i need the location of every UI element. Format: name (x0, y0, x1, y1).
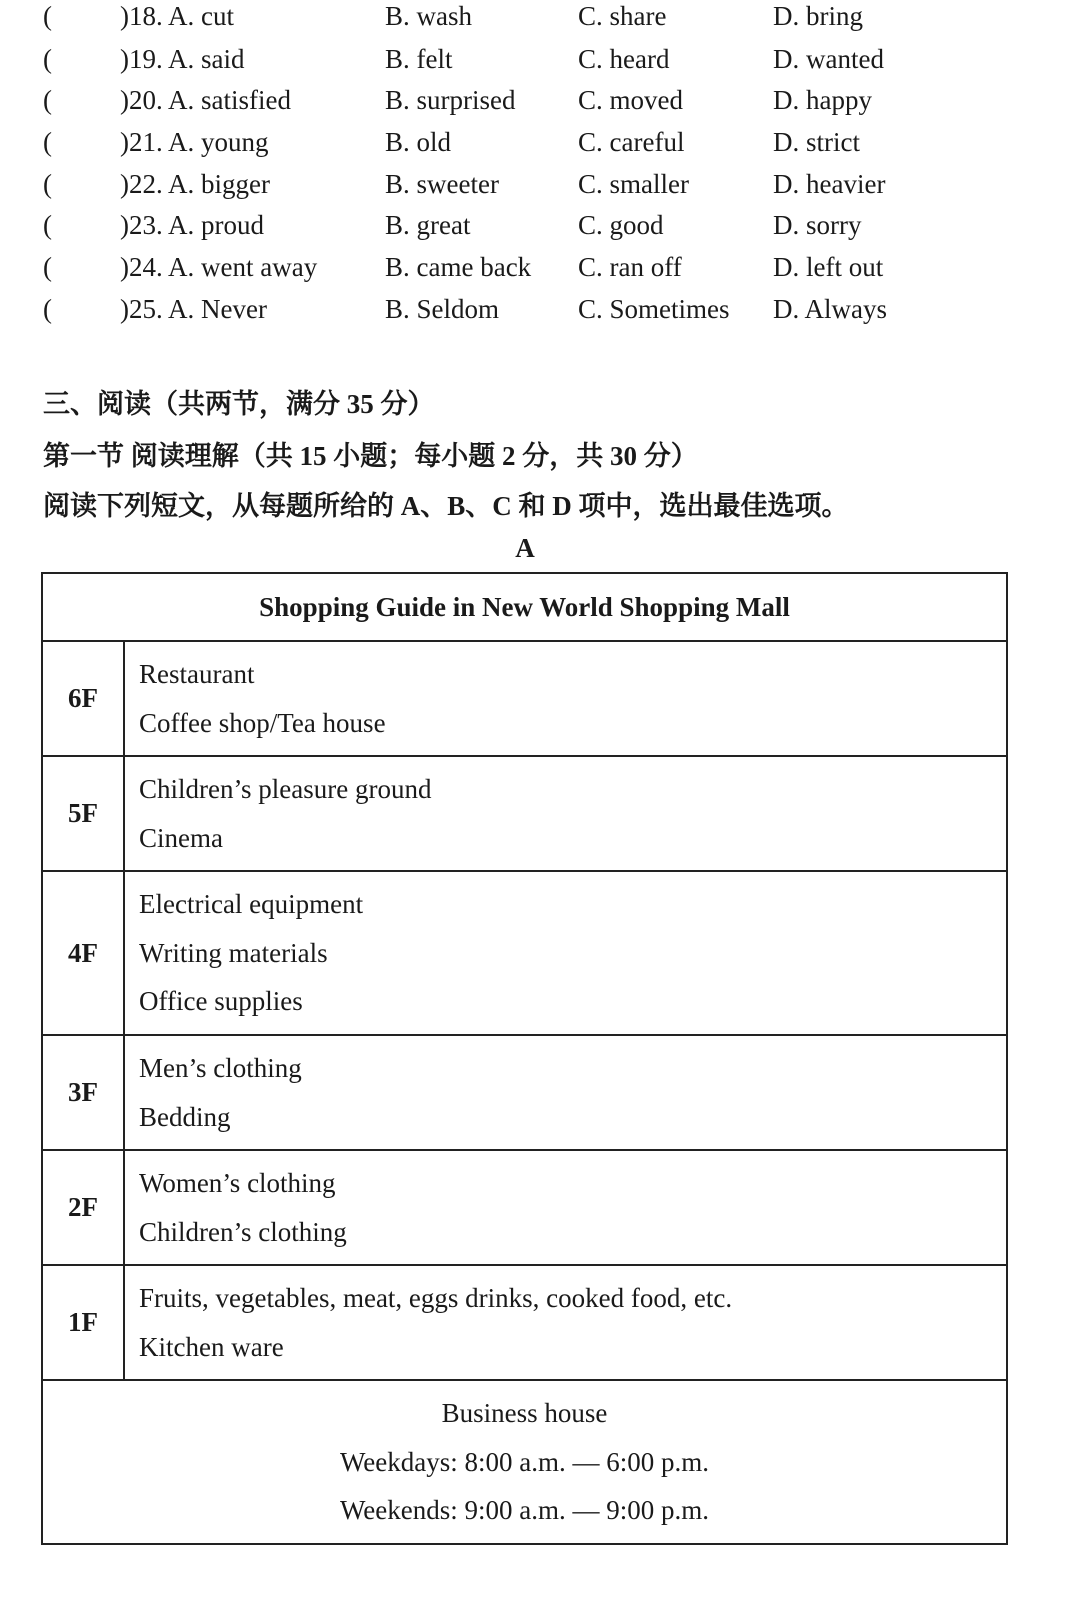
floor-items (124, 871, 1007, 1035)
option-a: A. young (168, 127, 269, 158)
guide-title: Shopping Guide in New World Shopping Mall (42, 573, 1007, 641)
floor-item: Coffee shop/Tea house (139, 707, 386, 738)
shopping-guide-table (41, 572, 1008, 1545)
section-subtitle: 第一节 阅读理解（共 15 小题；每小题 2 分，共 30 分） (43, 441, 698, 471)
floor-item: Kitchen ware (139, 1331, 284, 1362)
floor-item: Men’s clothing (139, 1053, 302, 1083)
answer-blank: ( (43, 293, 52, 324)
question-number: )25. (120, 293, 169, 324)
answer-blank: ( (43, 43, 52, 74)
option-b: B. great (385, 210, 471, 241)
floor-items (124, 1265, 1007, 1380)
hours-row (42, 1380, 1007, 1544)
floor-label: 3F (42, 1035, 124, 1150)
option-b: B. sweeter (385, 168, 499, 199)
floor-row (42, 1150, 1007, 1265)
floor-item: Bedding (139, 1101, 231, 1132)
floor-row (42, 871, 1007, 1035)
floor-item: Electrical equipment (139, 889, 364, 920)
question-number-and-option-a (120, 85, 291, 116)
floor-items (124, 756, 1007, 871)
option-a: A. bigger (168, 168, 270, 199)
option-a: A. went away (168, 252, 318, 283)
option-b: B. Seldom (385, 293, 500, 324)
option-d: D. wanted (773, 43, 884, 74)
option-c: C. ran off (578, 252, 682, 283)
floor-label: 2F (42, 1150, 124, 1265)
option-a: A. satisfied (168, 85, 291, 116)
weekend-hours: Weekends: 9:00 a.m. — 9:00 p.m. (339, 1495, 710, 1526)
question-number-and-option-a (120, 127, 269, 158)
option-b: B. felt (385, 43, 453, 74)
option-c: C. smaller (578, 168, 689, 199)
option-b: B. came back (385, 252, 532, 283)
question-row (0, 167, 1080, 209)
option-b: B. old (385, 127, 452, 158)
option-c: C. careful (578, 127, 685, 158)
question-row (0, 250, 1080, 292)
floor-item: Fruits, vegetables, meat, eggs drinks, cooked food, etc. (139, 1283, 733, 1313)
question-number: )20. (120, 85, 169, 116)
question-number: )18. (120, 1, 169, 31)
option-b: B. wash (385, 1, 472, 31)
question-row (0, 125, 1080, 167)
floor-label: 5F (42, 756, 124, 871)
question-row (0, 83, 1080, 125)
option-b: B. surprised (385, 85, 516, 116)
option-c: C. good (578, 210, 664, 241)
question-row (0, 0, 1080, 41)
question-number-and-option-a (120, 294, 267, 325)
floor-row (42, 1265, 1007, 1380)
option-c: C. Sometimes (578, 293, 730, 324)
hours-label: Business house (441, 1398, 608, 1429)
option-d: D. strict (773, 127, 860, 158)
question-row (0, 292, 1080, 334)
question-number-and-option-a (120, 1, 234, 32)
floor-item: Writing materials (139, 937, 328, 968)
question-number: )23. (120, 210, 169, 241)
question-number: )19. (120, 43, 169, 74)
question-row (0, 42, 1080, 84)
option-d: D. happy (773, 85, 872, 116)
floor-item: Women’s clothing (139, 1168, 336, 1198)
question-number-and-option-a (120, 210, 264, 241)
question-number: )21. (120, 127, 169, 158)
floor-item: Office supplies (139, 986, 303, 1017)
answer-blank: ( (43, 210, 52, 241)
option-d: D. Always (773, 293, 887, 324)
option-c: C. share (578, 1, 667, 31)
question-number: )24. (120, 252, 169, 283)
floor-row (42, 756, 1007, 871)
floor-item: Children’s pleasure ground (139, 774, 432, 804)
floor-row (42, 1035, 1007, 1150)
floor-items (124, 1150, 1007, 1265)
floor-label: 4F (42, 871, 124, 1035)
floor-label: 6F (42, 641, 124, 756)
option-d: D. heavier (773, 168, 886, 199)
weekday-hours: Weekdays: 8:00 a.m. — 6:00 p.m. (339, 1446, 710, 1477)
option-c: C. moved (578, 85, 683, 116)
guide-title-row (42, 573, 1007, 641)
passage-label: A (515, 533, 535, 563)
answer-blank: ( (43, 252, 52, 283)
question-number: )22. (120, 168, 169, 199)
option-a: A. proud (168, 210, 265, 241)
floor-items (124, 641, 1007, 756)
question-list (0, 0, 1080, 334)
floor-item: Children’s clothing (139, 1216, 347, 1247)
option-d: D. left out (773, 252, 884, 283)
option-a: A. Never (168, 293, 267, 324)
question-row (0, 208, 1080, 250)
floor-items (124, 1035, 1007, 1150)
answer-blank: ( (43, 168, 52, 199)
floor-label: 1F (42, 1265, 124, 1380)
section-instruction: 阅读下列短文，从每题所给的 A、B、C 和 D 项中，选出最佳选项。 (43, 491, 849, 521)
answer-blank: ( (43, 85, 52, 116)
option-d: D. sorry (773, 210, 862, 241)
answer-blank: ( (43, 127, 52, 158)
floor-item: Cinema (139, 822, 223, 853)
section-title: 三、阅读（共两节，满分 35 分） (43, 389, 435, 419)
question-number-and-option-a (120, 44, 245, 75)
option-d: D. bring (773, 1, 863, 31)
business-hours (42, 1380, 1007, 1544)
answer-blank: ( (43, 1, 52, 31)
option-a: A. said (168, 43, 245, 74)
floor-item: Restaurant (139, 659, 255, 689)
question-number-and-option-a (120, 252, 317, 283)
question-number-and-option-a (120, 169, 270, 200)
option-c: C. heard (578, 43, 670, 74)
option-a: A. cut (168, 1, 234, 31)
floor-row (42, 641, 1007, 756)
